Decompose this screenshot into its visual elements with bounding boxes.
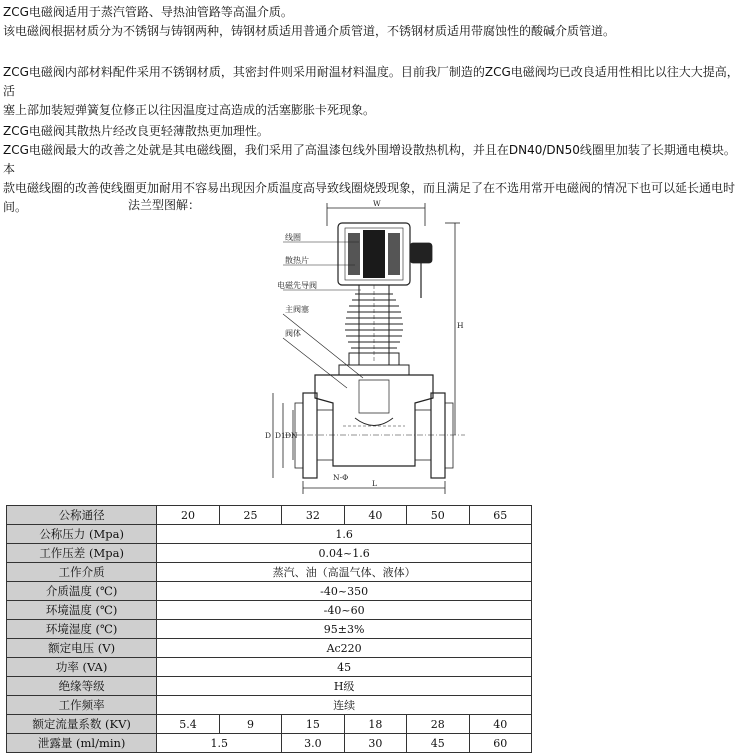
table-row [7, 620, 532, 639]
row-label: 介质温度 (℃) [7, 582, 157, 601]
right-flange [431, 393, 445, 478]
dim-dn: DN [285, 431, 298, 440]
table-cell: 45 [157, 658, 532, 677]
table-cell: 30 [344, 734, 406, 753]
table-cell: 32 [282, 506, 344, 525]
intro-paragraph [3, 3, 745, 41]
text-line: ZCG电磁阀最大的改善之处就是其电磁线圈，我们采用了高温漆包线外围增设散热机构，并且在DN40/DN50线圈里加装了长期通电模块。本 [3, 143, 736, 176]
table-row [7, 601, 532, 620]
dim-d1: D1 [275, 431, 286, 440]
table-cell: 28 [407, 715, 469, 734]
table-cell: 65 [469, 506, 531, 525]
row-label: 环境温度 (℃) [7, 601, 157, 620]
table-cell: Ac220 [157, 639, 532, 658]
label-pilot-valve: 电磁先导阀 [277, 281, 317, 290]
table-row [7, 544, 532, 563]
dim-h: H [457, 321, 464, 330]
row-label: 额定流量系数 (KV) [7, 715, 157, 734]
table-cell: 5.4 [157, 715, 219, 734]
row-label: 公称通径 [7, 506, 157, 525]
dim-l: L [372, 479, 377, 488]
table-cell: 18 [344, 715, 406, 734]
text-line: 该电磁阀根据材质分为不锈钢与铸钢两种，铸钢材质适用普通介质管道，不锈钢材质适用带腐蚀性的酸碱介质管道。 [3, 24, 616, 38]
text-line: ZCG电磁阀适用于蒸汽管路、导热油管路等高温介质。 [3, 5, 293, 19]
row-label: 额定电压 (V) [7, 639, 157, 658]
label-valve-body: 阀体 [285, 329, 301, 338]
table-row [7, 506, 532, 525]
text-line: 塞上部加装短弹簧复位修正以往因温度过高造成的活塞膨胀卡死现象。 [3, 103, 376, 117]
table-cell: 3.0 [282, 734, 344, 753]
table-row [7, 525, 532, 544]
dim-w: W [373, 199, 381, 208]
valve-body [315, 375, 433, 466]
table-row [7, 658, 532, 677]
dim-n-phi: N-Φ [333, 473, 349, 482]
table-cell: 40 [469, 715, 531, 734]
label-heatsink: 散热片 [285, 256, 309, 265]
material-paragraph [3, 63, 745, 120]
table-cell: 40 [344, 506, 406, 525]
table-cell: H级 [157, 677, 532, 696]
row-label: 功率 (VA) [7, 658, 157, 677]
left-flange [303, 393, 317, 478]
table-cell: 蒸汽、油（高温气体、液体） [157, 563, 532, 582]
table-cell: 95±3% [157, 620, 532, 639]
row-label: 工作频率 [7, 696, 157, 715]
table-cell: -40~60 [157, 601, 532, 620]
table-cell: 25 [219, 506, 281, 525]
table-row [7, 582, 532, 601]
table-cell: 50 [407, 506, 469, 525]
cable-connector [410, 243, 432, 263]
text-line: 款电磁线圈的改善使线圈更加耐用不容易出现因介质温度高导致线圈烧毁现象，而且满足了在不选用常开电磁阀的情况下也可以延长通电时 [3, 181, 736, 195]
table-row [7, 677, 532, 696]
row-label: 环境湿度 (℃) [7, 620, 157, 639]
table-row [7, 734, 532, 753]
text-line: 间。 [3, 200, 28, 214]
table-cell: 15 [282, 715, 344, 734]
text-line: ZCG电磁阀内部材料配件采用不锈钢材质，其密封件则采用耐温材料温度。目前我厂制造的ZCG电磁阀均已改良适用性相比以往大大提高，活 [3, 65, 739, 98]
valve-drawing [255, 198, 490, 498]
row-label: 公称压力 (Mpa) [7, 525, 157, 544]
table-row [7, 715, 532, 734]
table-cell: 20 [157, 506, 219, 525]
row-label: 泄露量 (ml/min) [7, 734, 157, 753]
table-cell: 45 [407, 734, 469, 753]
table-cell: -40~350 [157, 582, 532, 601]
text-line: ZCG电磁阀其散热片经改良更轻薄散热更加理性。 [3, 124, 269, 138]
table-row [7, 639, 532, 658]
row-label: 工作介质 [7, 563, 157, 582]
dim-d: D [265, 431, 272, 440]
label-coil: 线圈 [285, 233, 301, 242]
spec-table [6, 505, 532, 753]
table-row [7, 696, 532, 715]
table-cell: 9 [219, 715, 281, 734]
table-cell: 1.6 [157, 525, 532, 544]
row-label: 绝缘等级 [7, 677, 157, 696]
table-cell: 60 [469, 734, 531, 753]
diagram-caption: 法兰型图解： [128, 198, 201, 212]
table-cell: 1.5 [157, 734, 282, 753]
label-main-piston: 主阀塞 [285, 305, 309, 314]
table-cell: 连续 [157, 696, 532, 715]
row-label: 工作压差 (Mpa) [7, 544, 157, 563]
table-cell: 0.04~1.6 [157, 544, 532, 563]
table-row [7, 563, 532, 582]
